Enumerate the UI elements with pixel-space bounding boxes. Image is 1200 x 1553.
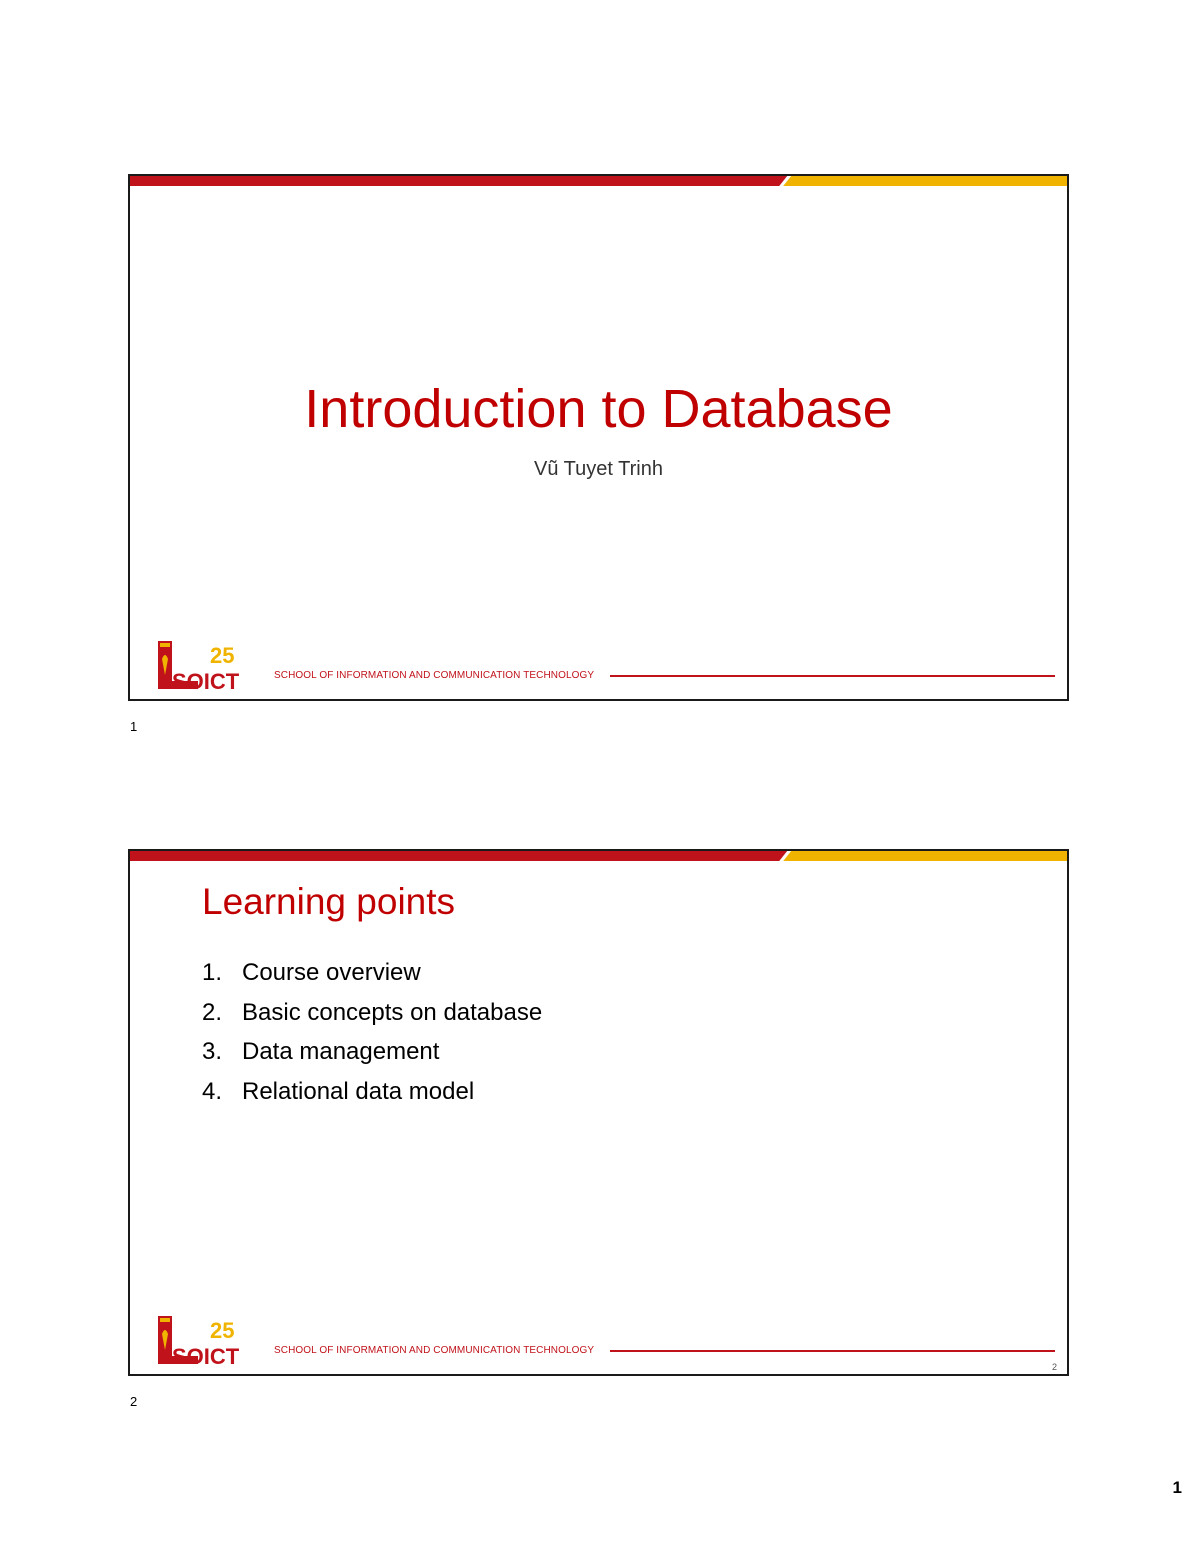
slide-2: [128, 849, 1069, 1376]
soict-logo: [158, 1316, 262, 1366]
svg-text:SOICT: SOICT: [172, 1344, 240, 1366]
slide-title: Learning points: [202, 881, 456, 922]
footer-line: [610, 1350, 1055, 1352]
list-item: 2. Basic concepts on database: [202, 998, 543, 1026]
slide-number: 2: [1051, 1362, 1057, 1372]
slide-caption-2: 2: [130, 1394, 138, 1409]
learning-points-list: [202, 953, 542, 1111]
footer-line: [610, 675, 1055, 677]
page-number: 1: [1172, 1478, 1182, 1497]
svg-text:25: 25: [210, 1318, 235, 1343]
slide-title: Introduction to Database: [304, 379, 893, 439]
list-item: 3. Data management: [202, 1038, 440, 1065]
list-item: 4. Relational data model: [202, 1077, 475, 1105]
slide-top-bar: [130, 851, 1067, 861]
svg-text:SOICT: SOICT: [172, 669, 240, 691]
soict-logo: [158, 641, 262, 691]
school-name: SCHOOL OF INFORMATION AND COMMUNICATION TECHNOLOGY: [274, 670, 595, 681]
school-name: SCHOOL OF INFORMATION AND COMMUNICATION TECHNOLOGY: [274, 1345, 595, 1356]
slide-subtitle: Vũ Tuyet Trinh: [534, 458, 663, 480]
list-item: 1. Course overview: [202, 959, 421, 986]
slide-1: [128, 174, 1069, 701]
slide-caption-1: 1: [130, 719, 138, 734]
svg-text:25: 25: [210, 643, 235, 668]
slide-top-bar: [130, 176, 1067, 186]
